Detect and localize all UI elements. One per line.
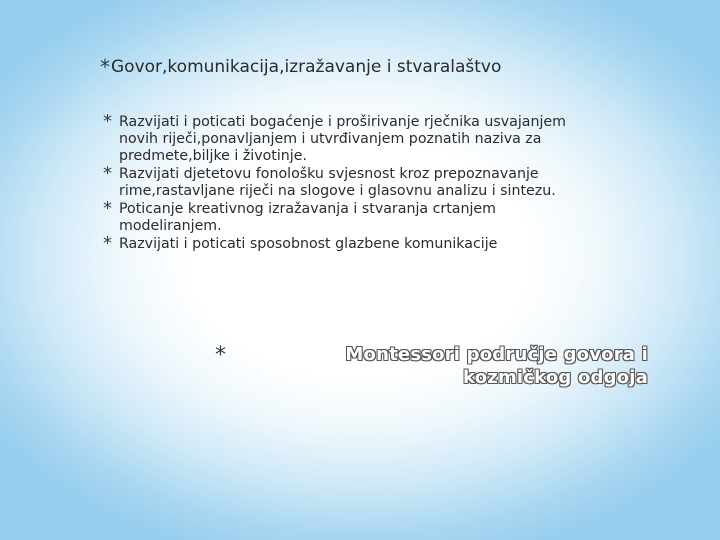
list-item-text: Razvijati djetetovu fonološku svjesnost kroz prepoznavanje rime,rastavljane riječi na slogove i glasovnu analizu i sintezu. <box>119 166 556 199</box>
bullet-star-icon: * <box>215 343 226 368</box>
list-item <box>103 163 573 200</box>
list-item <box>103 233 573 254</box>
section-heading-text: Govor,komunikacija,izražavanje i stvaralaštvo <box>111 57 502 77</box>
section-heading <box>100 55 501 79</box>
bullet-star-icon: * <box>103 111 112 132</box>
bullet-star-icon: * <box>100 55 110 79</box>
bullet-star-icon: * <box>103 198 112 219</box>
slide-title <box>215 343 655 389</box>
bullet-star-icon: * <box>103 233 112 254</box>
list-item-text: Poticanje kreativnog izražavanja i stvaranja crtanjem modeliranjem. <box>119 201 496 234</box>
list-item <box>103 198 573 235</box>
list-item <box>103 111 573 165</box>
bullet-star-icon: * <box>103 163 112 184</box>
list-item-text: Razvijati i poticati bogaćenje i proširivanje rječnika usvajanjem novih riječi,ponavljanjem i utvrđivanjem poznatih naziva za predmete,biljke i životinje. <box>119 114 566 164</box>
bullet-list <box>103 111 573 254</box>
list-item-text: Razvijati i poticati sposobnost glazbene komunikacije <box>119 236 498 252</box>
slide-title-text: Montessori područje govora i kozmičkog odgoja <box>345 344 648 388</box>
